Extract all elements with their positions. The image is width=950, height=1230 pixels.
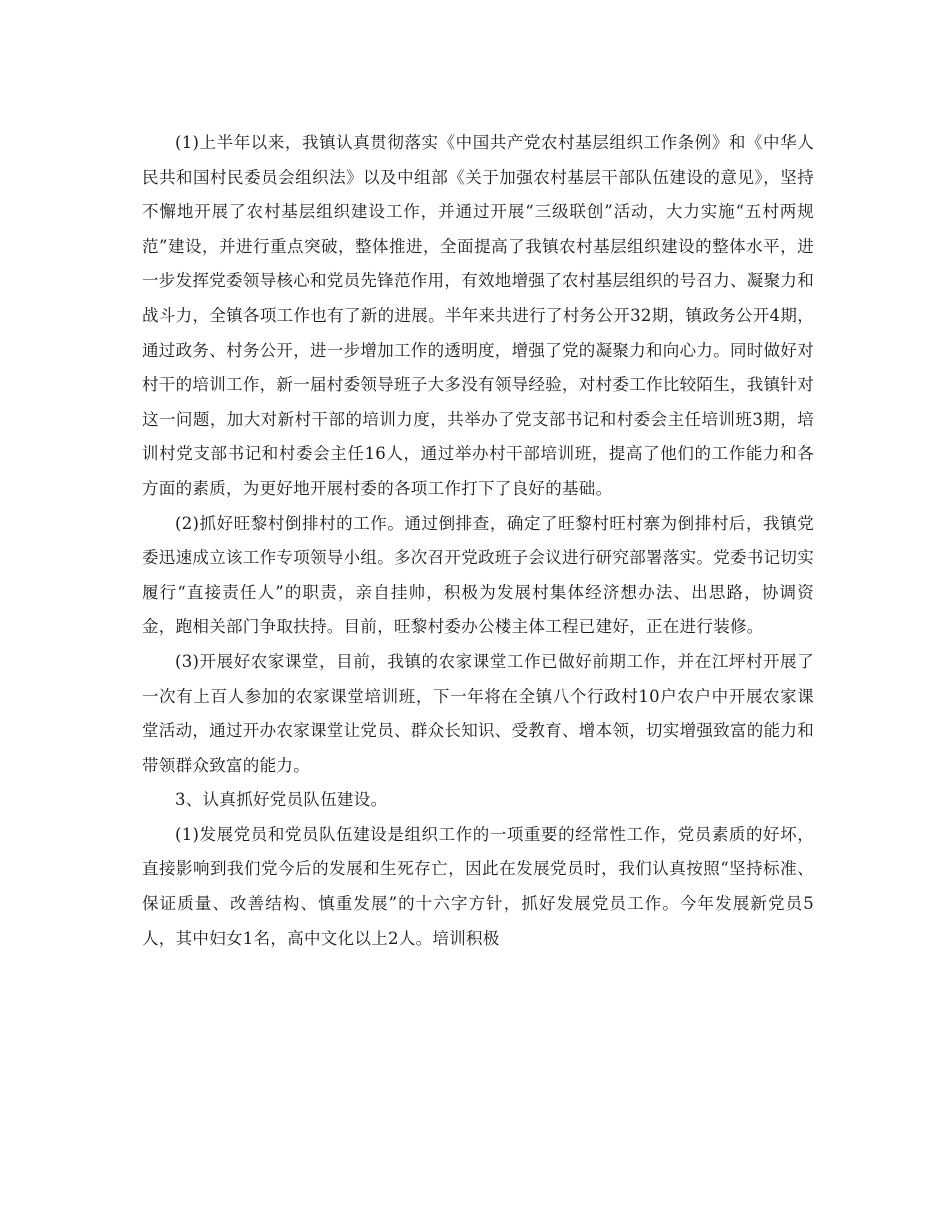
document-body	[142, 126, 814, 956]
paragraph-2: (2)抓好旺黎村倒排村的工作。通过倒排查，确定了旺黎村旺村寨为倒排村后，我镇党委迅速成立该工作专项领导小组。多次召开党政班子会议进行研究部署落实。党委书记切实履行“直接责任人”的职责，亲自挂帅，积极为发展村集体经济想办法、出思路，协调资金，跑相关部门争取扶持。目前，旺黎村委办公楼主体工程已建好，正在进行装修。	[142, 513, 814, 637]
paragraph-1: (1)上半年以来，我镇认真贯彻落实《中国共产党农村基层组织工作条例》和《中华人民共和国村民委员会组织法》以及中组部《关于加强农村基层干部队伍建设的意见》，坚持不懈地开展了农村基层组织建设工作，并通过开展“三级联创”活动，大力实施“五村两规范”建设，并进行重点突破，整体推进，全面提高了我镇农村基层组织建设的整体水平，进一步发挥党委领导核心和党员先锋范作用，有效地增强了农村基层组织的号召力、凝聚力和战斗力，全镇各项工作也有了新的进展。半年来共进行了村务公开32期，镇政务公开4期，通过政务、村务公开，进一步增加工作的透明度，增强了党的凝聚力和向心力。同时做好对村干的培训工作，新一届村委领导班子大多没有领导经验，对村委工作比较陌生，我镇针对这一问题，加大对新村干部的培训力度，共举办了党支部书记和村委会主任培训班3期，培训村党支部书记和村委会主任16人，通过举办村干部培训班，提高了他们的工作能力和各方面的素质，为更好地开展村委的各项工作打下了良好的基础。	[142, 133, 814, 498]
paragraph-5: (1)发展党员和党员队伍建设是组织工作的一项重要的经常性工作，党员素质的好坏，直接影响到我们党今后的发展和生死存亡，因此在发展党员时，我们认真按照“坚持标准、保证质量、改善结构、慎重发展”的十六字方针，抓好发展党员工作。今年发展新党员5人，其中妇女1名，高中文化以上2人。培训积极	[142, 824, 814, 948]
paragraph-3: (3)开展好农家课堂，目前，我镇的农家课堂工作已做好前期工作，并在江坪村开展了一次有上百人参加的农家课堂培训班，下一年将在全镇八个行政村10户农户中开展农家课堂活动，通过开办农家课堂让党员、群众长知识、受教育、增本领，切实增强致富的能力和带领群众致富的能力。	[142, 651, 814, 775]
paragraph-4-heading: 3、认真抓好党员队伍建设。	[175, 790, 388, 810]
